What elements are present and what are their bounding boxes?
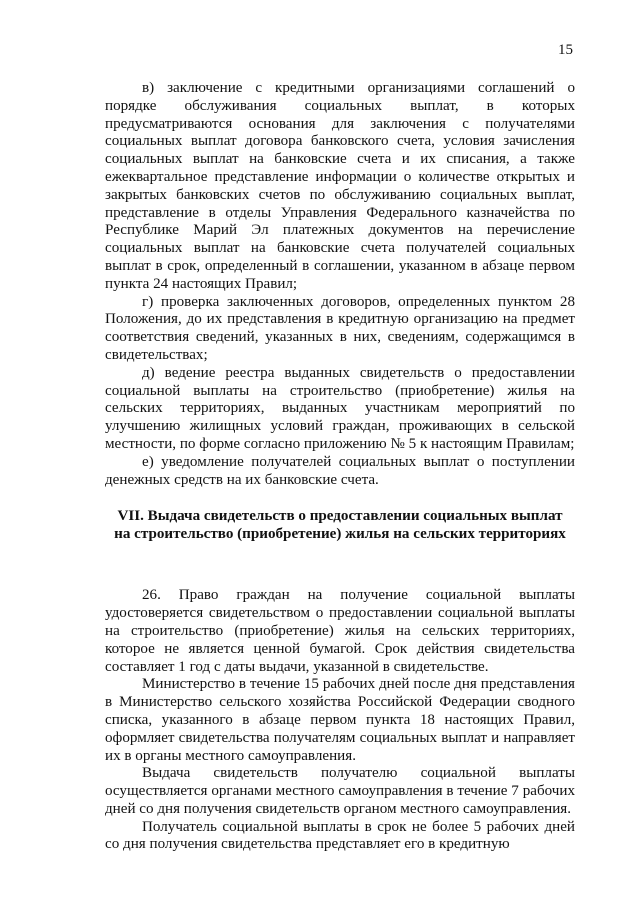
section-heading-line-1: VII. Выдача свидетельств о предоставлении социальных выплат (117, 508, 563, 525)
section-heading-line-2: на строительство (приобретение) жилья на сельских территориях (114, 526, 566, 543)
document-body (105, 80, 575, 854)
paragraph-recipient: Получатель социальной выплаты в срок не более 5 рабочих дней со дня получения свидетельства представляет его в кредитную (105, 818, 575, 853)
paragraph-g: г) проверка заключенных договоров, определенных пунктом 28 Положения, до их представления в кредитную организацию на предмет соответствия сведений, указанных в них, сведениям, содержащимся в свидетельствах; (105, 293, 575, 363)
section-heading (105, 507, 575, 543)
paragraph-26: 26. Право граждан на получение социальной выплаты удостоверяется свидетельством о предоставлении социальной выплаты на строительство (приобретение) жилья на сельских территориях, которое не является ценной бумагой. Срок действия свидетельства составляет 1 год с даты выдачи, указанной в свидетельстве. (105, 587, 575, 675)
paragraph-ministry: Министерство в течение 15 рабочих дней после дня представления в Министерство сельского хозяйства Российской Федерации сводного списка, указанного в абзаце первом пункта 18 настоящих Правил, оформляет свидетельства получателям социальных выплат и направляет их в органы местного самоуправления. (105, 676, 575, 764)
paragraph-v: в) заключение с кредитными организациями соглашений о порядке обслуживания социальных выплат, в которых предусматриваются основания для заключения с получателями социальных выплат договора банковского счета, условия зачисления социальных выплат на банковские счета и их списания, а также ежеквартальное представление информации о количестве открытых и закрытых банковских счетов по обслуживанию социальных выплат, представление в отделы Управления Федерального казначейства по Республике Марий Эл платежных документов на перечисление социальных выплат на банковские счета получателей социальных выплат в срок, определенный в соглашении, указанном в абзаце первом пункта 24 настоящих Правил; (105, 80, 575, 292)
paragraph-e: е) уведомление получателей социальных выплат о поступлении денежных средств на их банковские счета. (105, 453, 575, 488)
page-number: 15 (558, 42, 573, 58)
paragraph-d: д) ведение реестра выданных свидетельств о предоставлении социальной выплаты на строительство (приобретение) жилья на сельских территориях, выданных участникам мероприятий по улучшению жилищных условий граждан, проживающих в сельской местности, по форме согласно приложению № 5 к настоящим Правилам; (105, 364, 575, 452)
paragraph-issuance: Выдача свидетельств получателю социальной выплаты осуществляется органами местного самоуправления в течение 7 рабочих дней со дня получения свидетельств органом местного самоуправления. (105, 765, 575, 817)
